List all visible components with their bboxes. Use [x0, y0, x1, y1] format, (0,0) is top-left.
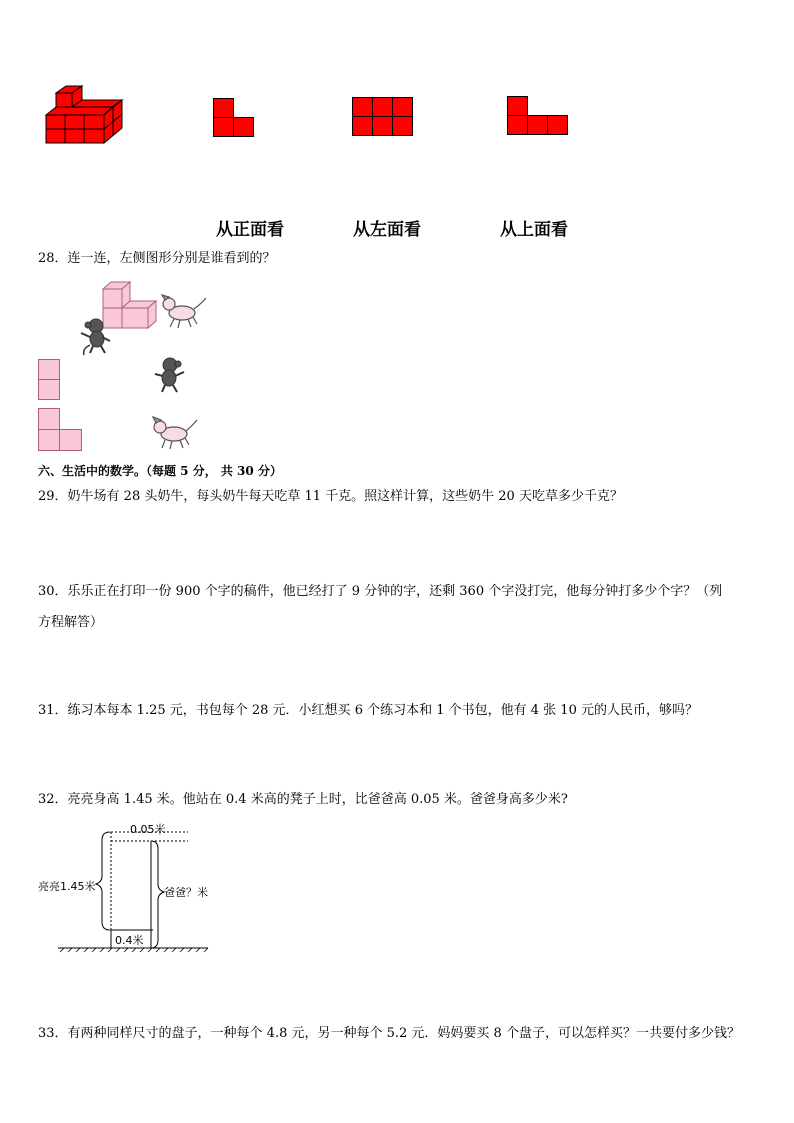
monkey-icon: [78, 317, 114, 355]
diagram-top-label: 0.05米: [130, 823, 166, 836]
question-28: 28．连一连，左侧图形分别是谁看到的？: [38, 251, 276, 266]
dog-icon: [160, 293, 210, 331]
diagram-bottom-label: 0.4米: [115, 934, 144, 947]
dog-icon: [150, 414, 200, 452]
monkey-icon: [152, 356, 188, 394]
red-view-grid-shape: [352, 97, 414, 137]
top-view-label: 从上面看: [500, 220, 568, 240]
question-29: 29．奶牛场有 28 头奶牛，每头奶牛每天吃草 11 千克。照这样计算，这些奶牛 20 天吃草多少千克？: [38, 489, 623, 504]
question-30-line2: 方程解答）: [38, 615, 104, 630]
front-view-label: 从正面看: [216, 220, 284, 240]
left-view-label: 从左面看: [353, 220, 421, 240]
red-view-long-l-shape: [507, 96, 569, 136]
question-31: 31．练习本每本 1.25 元，书包每个 28 元．小红想买 6 个练习本和 1 个书包，他有 4 张 10 元的人民币，够吗？: [38, 703, 698, 718]
pink-view-vertical: [38, 359, 62, 401]
diagram-right-label: 爸爸？米: [164, 886, 208, 899]
pink-view-l-shape: [38, 408, 84, 452]
red-cube-3d-figure: [44, 85, 126, 147]
section-6-heading: 六、生活中的数学。（每题 5 分， 共 30 分）: [38, 464, 282, 478]
diagram-left-label: 亮亮1.45米: [38, 880, 96, 893]
question-32: 32．亮亮身高 1.45 米。他站在 0.4 米高的凳子上时，比爸爸高 0.05 米。爸爸身高多少米?: [38, 792, 568, 807]
red-view-l-shape: [213, 98, 255, 138]
question-30-line1: 30．乐乐正在打印一份 900 个字的稿件，他已经打了 9 分钟的字，还剩 360 个字没打完，他每分钟打多少个字？（列: [38, 584, 723, 599]
question-33: 33．有两种同样尺寸的盘子，一种每个 4.8 元，另一种每个 5.2 元．妈妈要买 8 个盘子，可以怎样买？一共要付多少钱？: [38, 1026, 740, 1041]
